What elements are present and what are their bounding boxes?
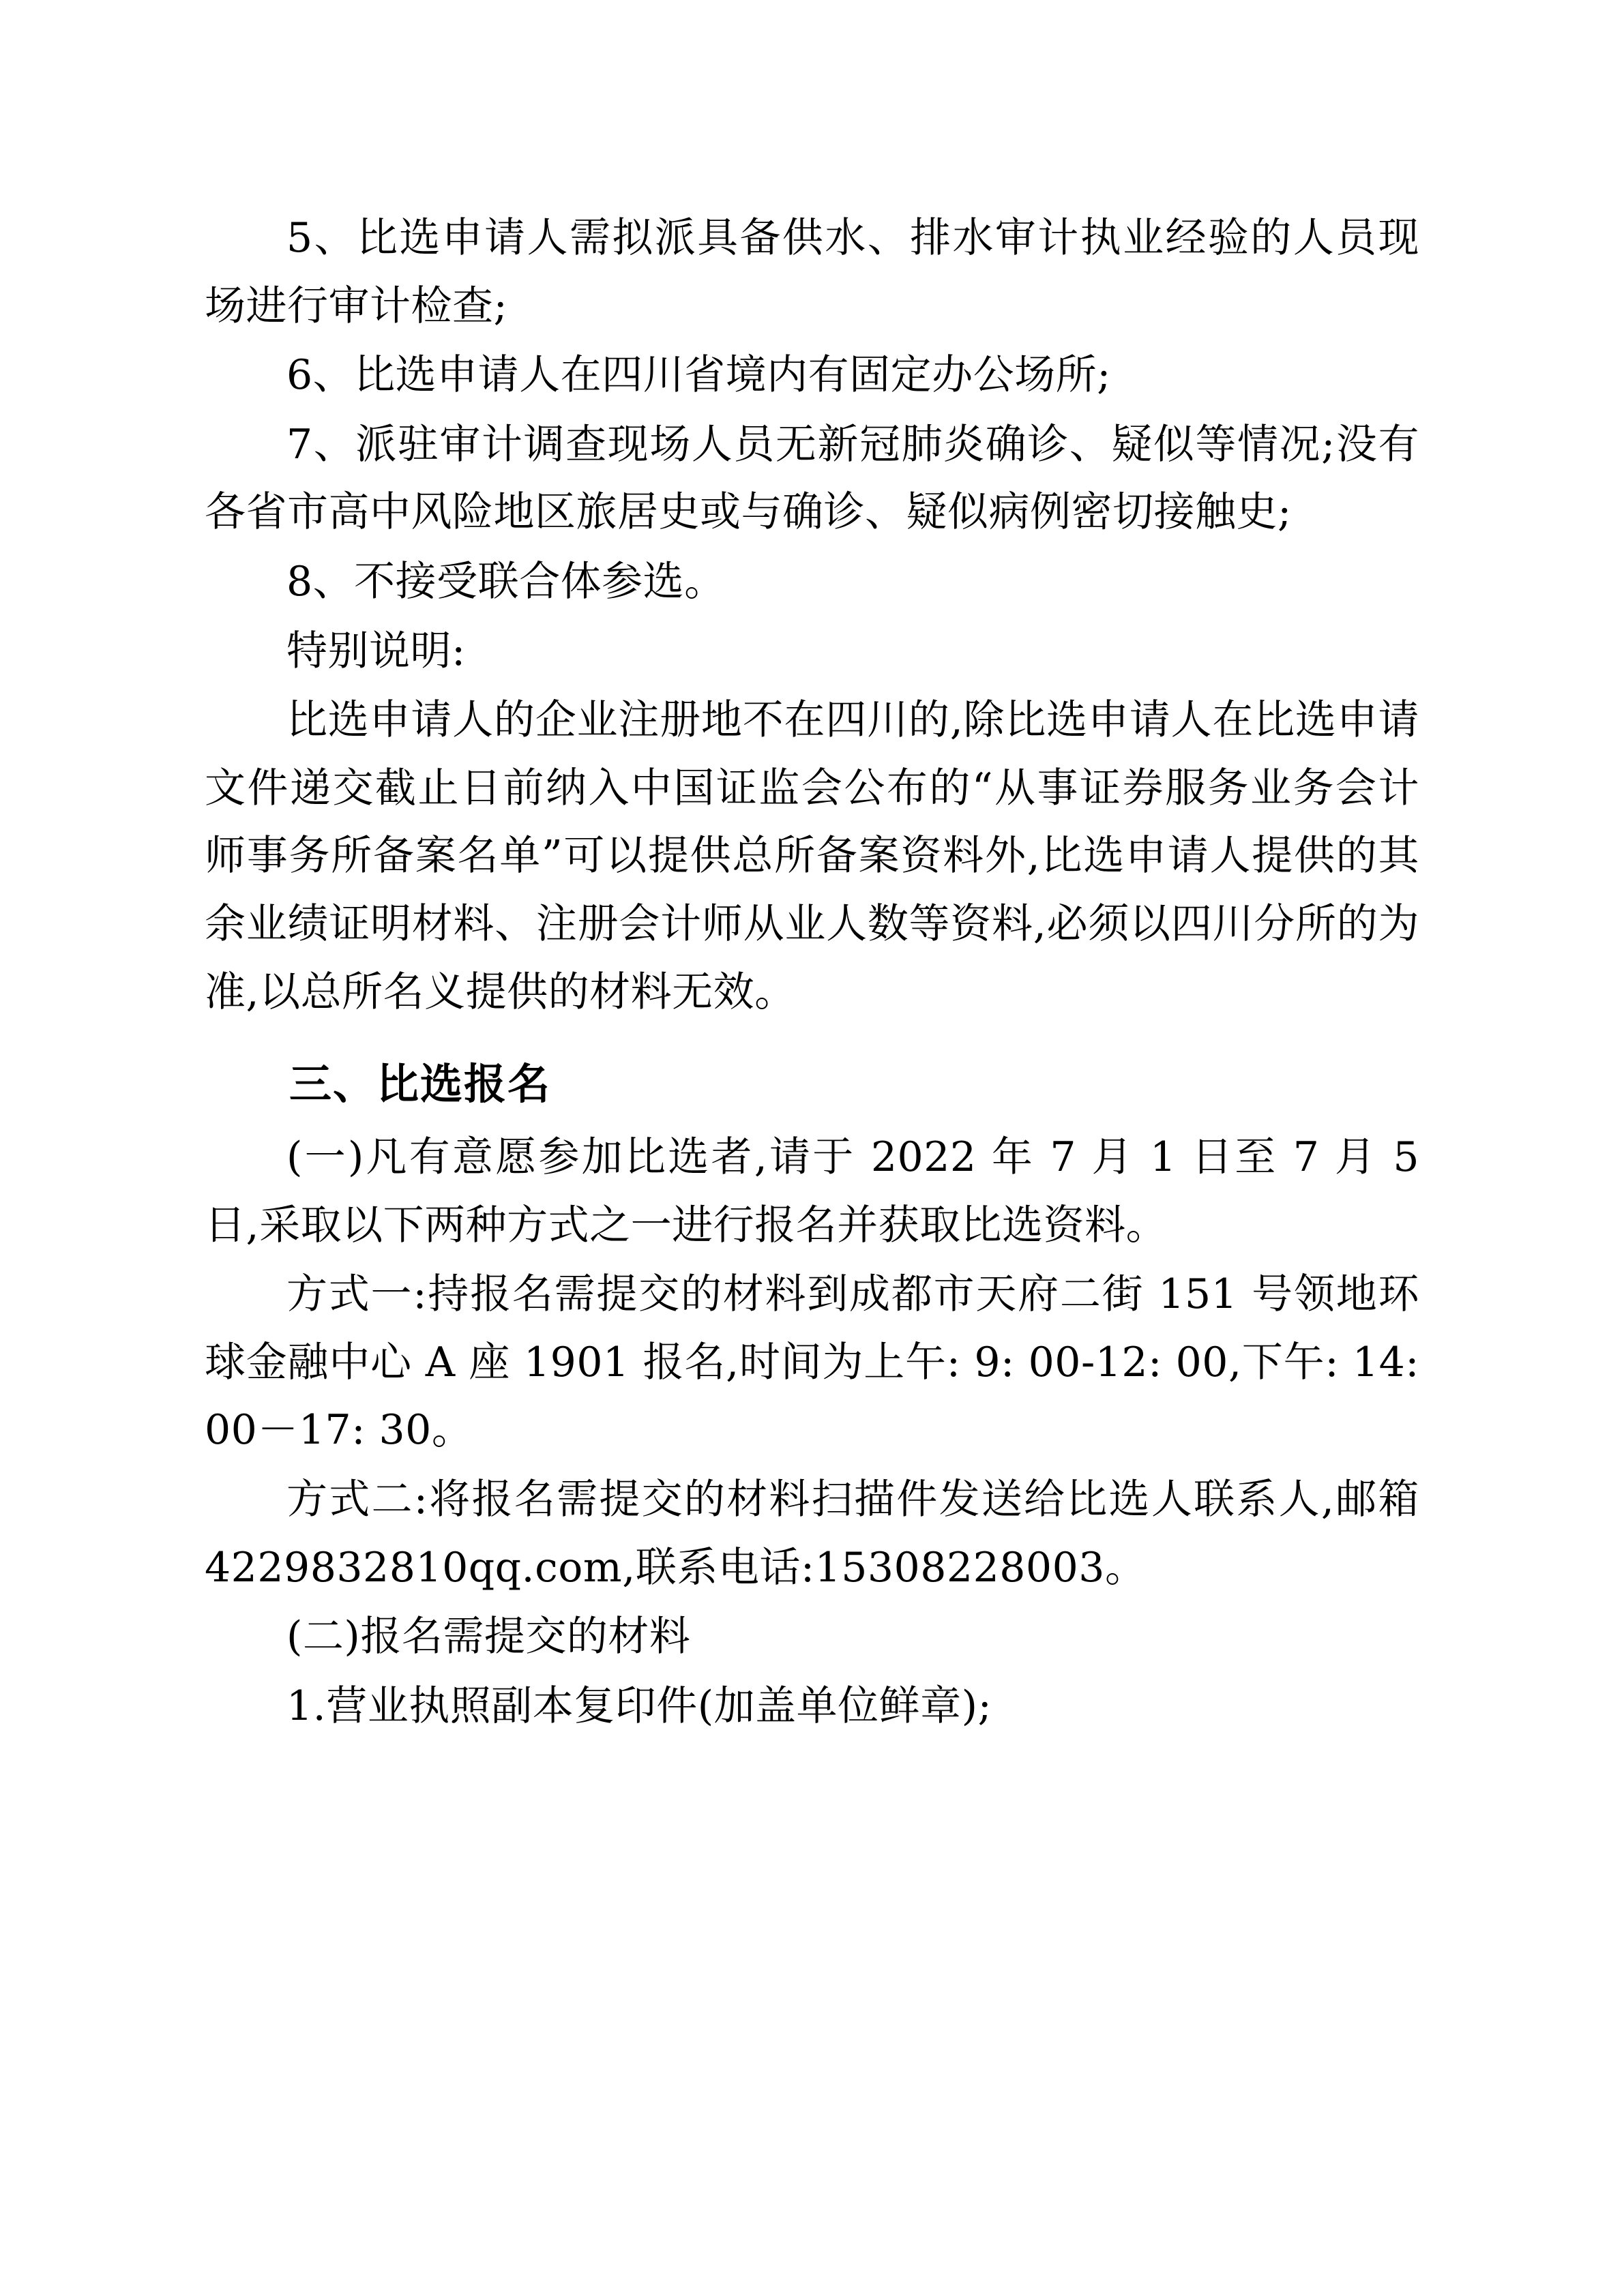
paragraph-item-8: 8、不接受联合体参选。 (286, 557, 726, 606)
paragraph-material-one: 1.营业执照副本复印件(加盖单位鲜章); (286, 1682, 992, 1730)
paragraph-method-two: 方式二:将报名需提交的材料扫描件发送给比选人联系人,邮箱 4229832810qq.com,联系电话:15308228003。 (205, 1476, 1419, 1592)
section-heading-registration: 三、比选报名 (289, 1059, 552, 1109)
paragraph-item-7: 7、派驻审计调查现场人员无新冠肺炎确诊、疑似等情况;没有各省市高中风险地区旅居史或与确诊、疑似病例密切接触史; (205, 420, 1419, 537)
paragraph-special-note-label: 特别说明: (286, 627, 466, 675)
paragraph-required-materials-label: (二)报名需提交的材料 (286, 1613, 691, 1661)
paragraph-method-one: 方式一:持报名需提交的材料到成都市天府二街 151 号领地环球金融中心 A 座 1901 报名,时间为上午: 9: 00-12: 00,下午: 14: 00－17: 30。 (205, 1270, 1419, 1455)
document-body (205, 205, 1419, 1740)
paragraph-special-note-body: 比选申请人的企业注册地不在四川的,除比选申请人在比选申请文件递交截止日前纳入中国证监会公布的“从事证券服务业务会计师事务所备案名单”可以提供总所备案资料外,比选申请人提供的其余业绩证明材料、注册会计师从业人数等资料,必须以四川分所的为准,以总所名义提供的材料无效。 (205, 696, 1419, 1016)
paragraph-item-6: 6、比选申请人在四川省境内有固定办公场所; (286, 351, 1111, 400)
paragraph-registration-dates: (一)凡有意愿参加比选者,请于 2022 年 7 月 1 日至 7 月 5 日,采取以下两种方式之一进行报名并获取比选资料。 (205, 1133, 1419, 1249)
paragraph-item-5: 5、比选申请人需拟派具备供水、排水审计执业经验的人员现场进行审计检查; (205, 214, 1419, 330)
